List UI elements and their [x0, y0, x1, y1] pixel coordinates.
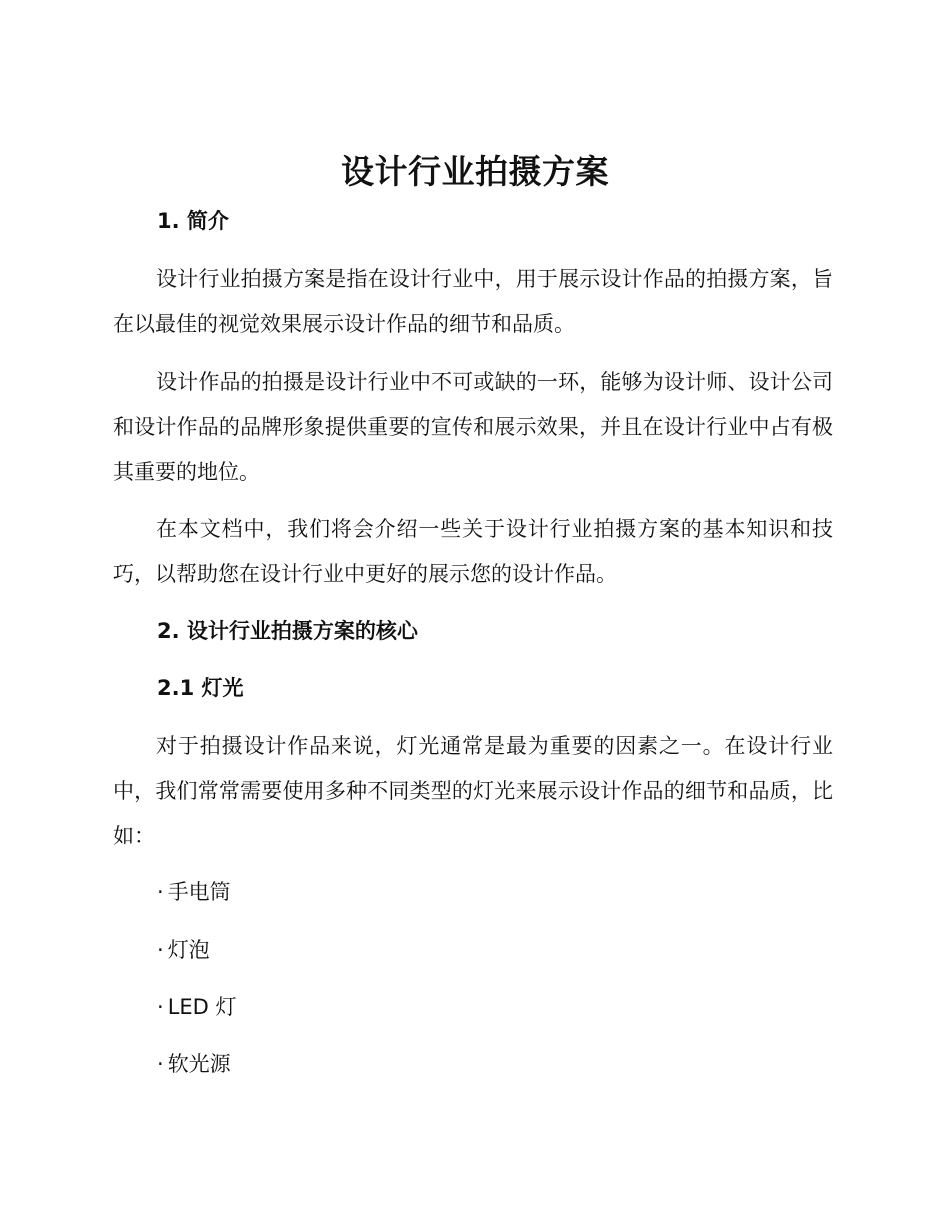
subsection-heading-lighting: 2.1 灯光: [157, 676, 244, 700]
section-heading-core: 2. 设计行业拍摄方案的核心: [157, 619, 418, 643]
bullet-icon: ·: [157, 1052, 164, 1076]
lighting-paragraph: 对于拍摄设计作品来说，灯光通常是最为重要的因素之一。在设计行业中，我们常常需要使用多种不同类型的灯光来展示设计作品的细节和品质，比如：: [113, 734, 833, 848]
list-item-text: LED 灯: [167, 995, 237, 1019]
bullet-icon: ·: [157, 995, 164, 1019]
list-item: [157, 935, 210, 965]
document-title: 设计行业拍摄方案: [341, 152, 609, 191]
list-item: [157, 877, 231, 907]
bullet-icon: ·: [157, 880, 164, 904]
list-item-text: 软光源: [167, 1052, 231, 1076]
list-item: [157, 1049, 231, 1079]
intro-paragraph-2: 设计作品的拍摄是设计行业中不可或缺的一环，能够为设计师、设计公司和设计作品的品牌形象提供重要的宣传和展示效果，并且在设计行业中占有极其重要的地位。: [113, 370, 833, 484]
intro-paragraph-3: 在本文档中，我们将会介绍一些关于设计行业拍摄方案的基本知识和技巧，以帮助您在设计行业中更好的展示您的设计作品。: [113, 517, 833, 586]
section-heading-intro: 1. 简介: [157, 209, 229, 233]
list-item-text: 手电筒: [167, 880, 231, 904]
intro-paragraph-1: 设计行业拍摄方案是指在设计行业中，用于展示设计作品的拍摄方案，旨在以最佳的视觉效果展示设计作品的细节和品质。: [113, 267, 833, 336]
list-item-text: 灯泡: [167, 938, 210, 962]
list-item: [157, 992, 237, 1022]
bullet-icon: ·: [157, 938, 164, 962]
